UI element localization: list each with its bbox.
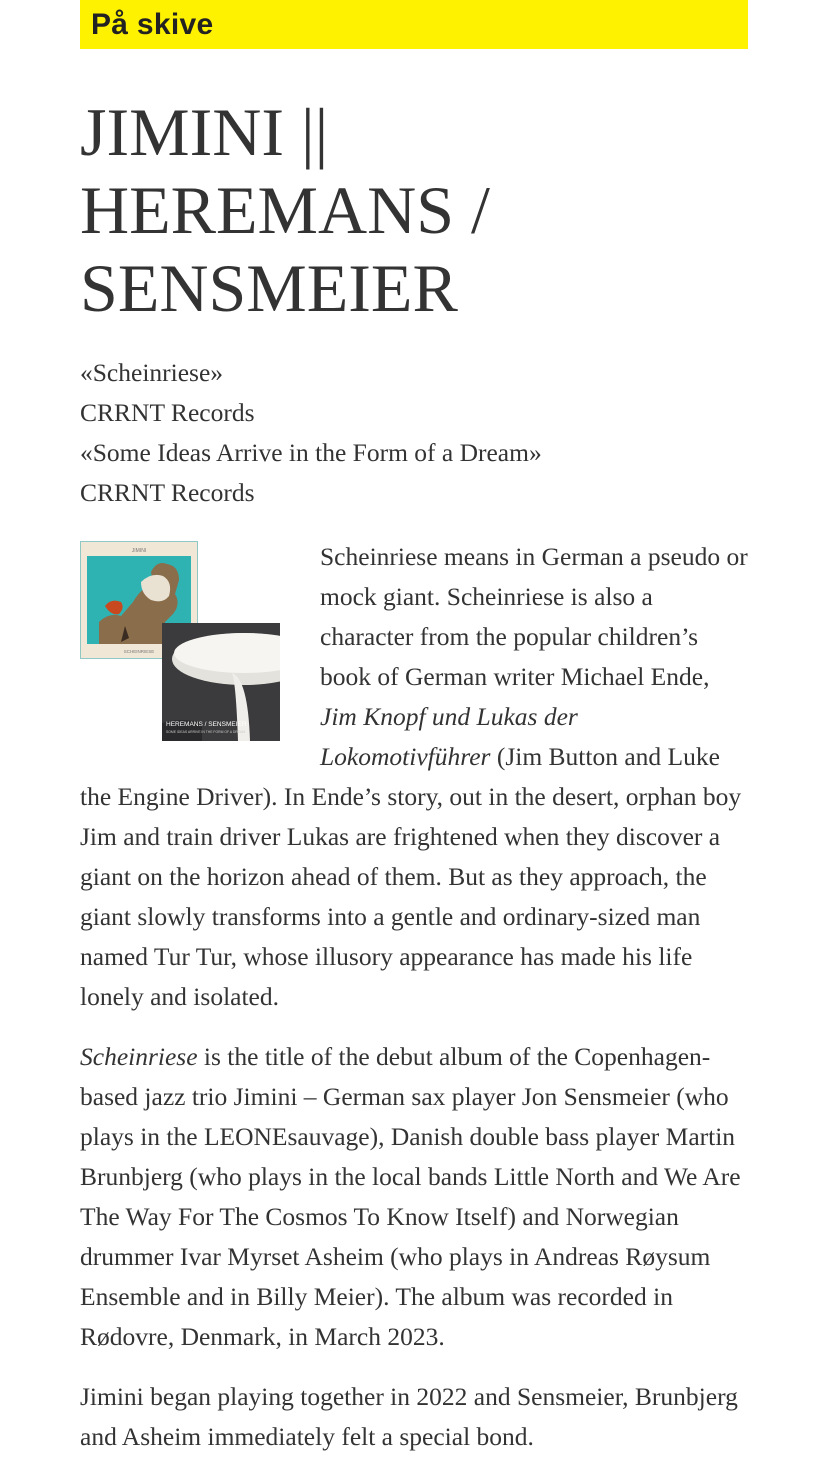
paragraph-2 (80, 1037, 748, 1357)
category-banner[interactable] (80, 0, 748, 49)
cover1-bottom-text: SCHEINRIESE (123, 649, 155, 654)
article-body (80, 537, 748, 1457)
p1-book-title: Jim Knopf und Lukas der Lokomotivführer (320, 702, 578, 771)
p1-text-a: Scheinriese means in German a pseudo or mock giant. Scheinriese is also a character from the popular children’s book of German writer Michael Ende, (320, 542, 748, 691)
release-2-label: CRRNT Records (80, 478, 255, 507)
paragraph-3 (80, 1377, 748, 1457)
release-1-album: «Scheinriese» (80, 358, 224, 387)
album-cover-some-ideas[interactable] (162, 623, 280, 741)
release-2-album: «Some Ideas Arrive in the Form of a Dream» (80, 438, 542, 467)
p2-album-title: Scheinriese (80, 1042, 198, 1071)
cover2-title-text: HEREMANS / SENSMEIER (166, 721, 247, 728)
cover-art-some-ideas (162, 623, 280, 741)
cover2-subtitle-text: SOME IDEAS ARRIVE IN THE FORM OF A DREAM (166, 730, 246, 734)
article-container (80, 0, 748, 1477)
p1-text-b: (Jim Button and Luke the Engine Driver). In Ende’s story, out in the desert, orphan boy Jim and train driver Lukas are frightened when they discover a giant on the horizon ahead of them. But as they approach, the giant slowly transforms into a gentle and ordinary-sized man named Tur Tur, whose illusory appearance has made his life lonely and isolated. (80, 742, 742, 1011)
album-covers (80, 541, 320, 759)
release-1-label: CRRNT Records (80, 398, 255, 427)
category-label[interactable]: På skive (91, 7, 214, 41)
article-title: JIMINI || HEREMANS / SENSMEIER (80, 94, 490, 326)
p3-text: Jimini began playing together in 2022 and Sensmeier, Brunbjerg and Asheim immediately felt a special bond. (80, 1382, 738, 1451)
cover1-top-text: JIMINI (131, 548, 147, 554)
release-info (80, 353, 748, 513)
p2-text: is the title of the debut album of the Copenhagen-based jazz trio Jimini – German sax player Jon Sensmeier (who plays in the LEONEsauvage), Danish double bass player Martin Brunbjerg (who plays in the local bands Little North and We Are The Way For The Cosmos To Know Itself) and Norwegian drummer Ivar Myrset Asheim (who plays in Andreas Røysum Ensemble and in Billy Meier). The album was recorded in Rødovre, Denmark, in March 2023. (80, 1042, 741, 1351)
